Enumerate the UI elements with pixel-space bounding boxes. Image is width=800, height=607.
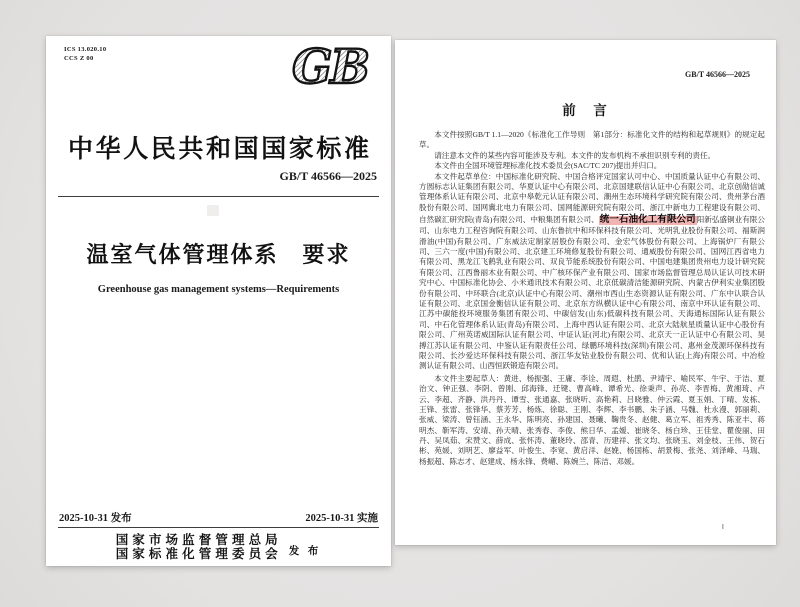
standard-number: GB/T 46566—2025	[279, 169, 377, 183]
cover-page	[46, 36, 391, 566]
gb-logo	[283, 41, 377, 93]
foreword-body	[419, 130, 765, 467]
header-divider	[58, 196, 379, 197]
standard-title-cn: 温室气体管理体系 要求	[86, 242, 351, 267]
national-standard-heading: 中华人民共和国国家标准	[68, 136, 369, 163]
publisher-names	[116, 534, 278, 561]
foreword-page	[395, 40, 776, 545]
date-row	[59, 510, 378, 525]
highlighted-company: 统一石油化工有限公司	[599, 214, 696, 226]
paragraph-drafting-rule: 本文件按照GB/T 1.1—2020《标准化工作导则 第1部分：标准化文件的结构和起草规则》的规定起草。	[419, 130, 765, 150]
paragraph-drafters: 本文件主要起草人：黄进、杨振强、王庸、李诠、周遐、杜鹃、尹靖宇、喻民军、牛宇、于洁、夏治文、钟正强、李阴、曾刚、邱海锋、迁键、曹高峰、谭希光、徐秉声、孙亮、李晋梅、黄湘琦、卢云、李超、齐静、洪丹丹、谭雪、张通嘉、张晓听、高艳莉、吕晓雅、仲云霞、夏玉娟、丁晴、发栋、王锋、张雷、张锋华、蔡芳芳、杨炼、徐聪、王刚、李辉、李书鹏、朱子涵、马魏、杜永漫、郭丽莉、张威、梁涛、曾钰涵、王永华、陈明亮、孙建国、聂曦、鞠贵冬、赵健、葛立军、祖秀秀、陈亚丰、蒋明杰、靳军涛、安靖、孙天晴、张秀春、李俊、熊日华、孟嫒、崔晓冬、杨白珍、王佳堂、瞿俊丽、田丹、吴凤茹、宋赞文、薛成、张怀涛、董晓玲、邵青、历建祥、张文均、张晓玉、刘金枝、王伟、贺石彬、苑媛、刘明艺、廖益军、叶俊生、李宽、黄启洋、赵娩、杨国栋、胡景梅、张尧、刘泽峰、马瑞、杨振超、陈志才、赵建成、杨永锋、费嵋、陈婉兰、陈洁、邓媛。	[419, 373, 765, 466]
publish-label: 发 布	[288, 545, 322, 557]
footer-divider	[58, 527, 379, 528]
paragraph-patent-notice: 请注意本文件的某些内容可能涉及专利。本文件的发布机构不承担识别专利的责任。	[434, 150, 716, 160]
stamp-watermark	[207, 205, 219, 216]
issue-date: 2025-10-31 发布	[59, 513, 132, 524]
implement-date: 2025-10-31 实施	[305, 513, 378, 524]
publisher-line-1: 国家市场监督管理总局	[115, 533, 278, 547]
gb-logo-text: GB	[292, 41, 368, 93]
page-number: Ⅰ	[721, 523, 724, 531]
publisher-line-2: 国家标准化管理委员会	[115, 546, 278, 561]
standard-title-en: Greenhouse gas management systems—Requirements	[97, 284, 340, 295]
ics-codes	[64, 46, 106, 64]
foreword-title: 前 言	[562, 103, 609, 118]
paragraph-drafting-units	[419, 172, 765, 372]
publisher-block	[46, 534, 391, 561]
ccs-code: CCS Z 00	[64, 54, 94, 62]
paragraph-committee: 本文件由全国环境管理标准化技术委员会(SAC/TC 207)提出并归口。	[434, 161, 662, 171]
ics-code: ICS 13.020.10	[64, 46, 107, 53]
drafting-units-before: 本文件起草单位：中国标准化研究院、中国合格评定国家认可中心、中国质量认证中心有限公司、方圆标志认证集团有限公司、华夏认证中心有限公司、北京国建联信认证中心有限公司、北京创勋信诚管理体系认证有限公司、北京中皋乾元认证有限公司、潮州生态环境科学研究院有限公司、贵州茅台酒股份有限公司、国网冀北电力有限公司、国网能源研究院有限公司、浙江中新电力工程建设有限公司、自然碳汇研究院(青岛)有限公司、中粮集团有限公司、	[419, 171, 765, 225]
drafting-units-after: 阳新弘盛铜业有限公司、山东电力工程咨询院有限公司、山东鲁抗中和环保科技有限公司、光明乳业股份有限公司、福斯润滑油(中国)有限公司、广东威法定制家居股份有限公司、金宏气体股份有限公司、上海锅炉厂有限公司、三六一度(中国)有限公司、北京建工环境修复股份有限公司、通威股份有限公司、国网江西省电力有限公司、黑龙江飞鹤乳业有限公司、双良节能系统股份有限公司、中国电建集团贵州电力设计研究院有限公司、江西鲁丽木业有限公司、中广核环保产业有限公司、国家市场监督管理总局认证认可技术研究中心、中国标准化协会、小米通讯技术有限公司、北京低碳清洁能源研究院、内蒙古伊利实业集团股份有限公司、中环联合(北京)认证中心有限公司、潮州市西山生态资源认证有限公司、广东中认联合认证有限公司、北京国金衡信认证有限公司、北京东方纵横认证中心有限公司、南京中环认证有限公司、江苏中碳能投环境服务集团有限公司、中碳信发(山东)低碳科技有限公司、天海通标国际认证有限公司、中石化管理体系认证(青岛)有限公司、上海中西认证有限公司、北京大陆航星质量认证中心股份有限公司、广州英诺威国际认证有限公司、中证认证(河北)有限公司、北京天一正认证中心有限公司、昊搏江苏认证有限公司、中鉴认证有限责任公司、绿鹏环境科技(深圳)有限公司、惠州金茂源环保科技有限公司、长沙爱达环保科技有限公司、浙江华友钴业股份有限公司、优和认证(上海)有限公司、中冶检测认证有限公司、山西恒跃锻造有限公司。	[419, 215, 765, 371]
page-header-standard-number: GB/T 46566—2025	[685, 70, 750, 79]
